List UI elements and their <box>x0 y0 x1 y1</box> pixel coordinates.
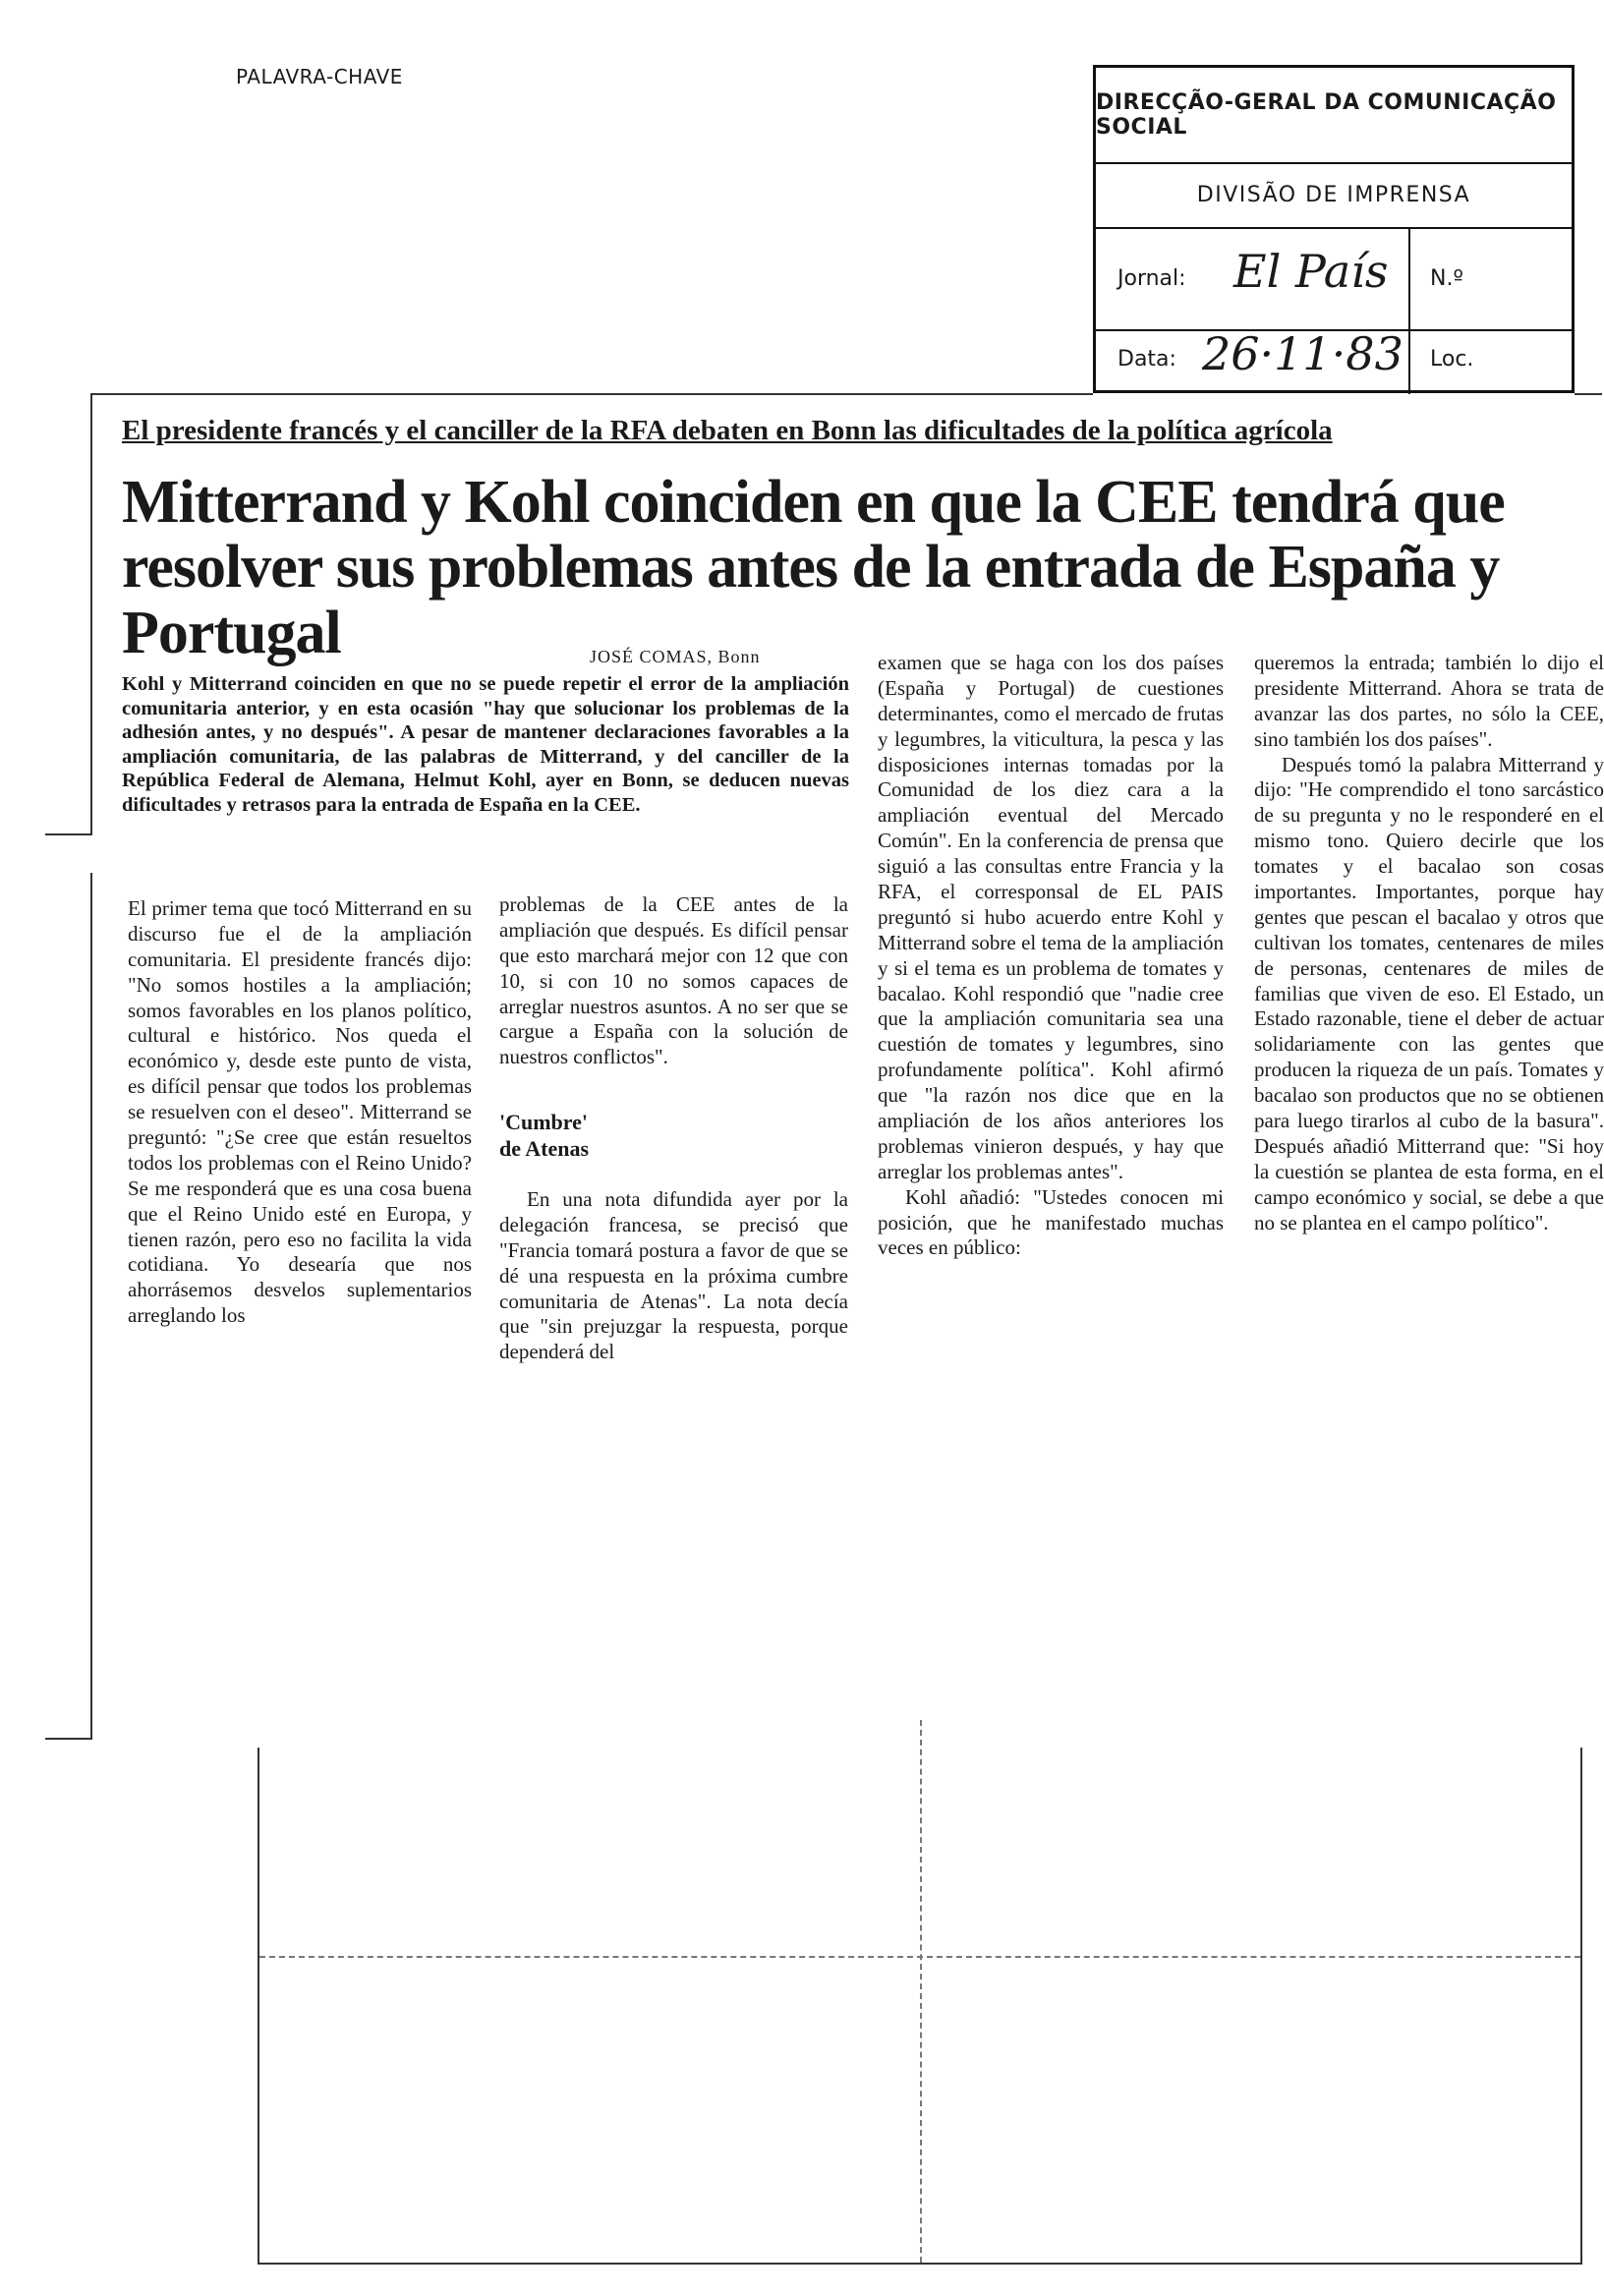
stamp-jornal-row <box>1096 227 1572 331</box>
pasteup-vertical-divider <box>920 1720 922 2263</box>
article-column-1 <box>128 896 472 1329</box>
article-column-2 <box>499 892 848 1365</box>
date-handwritten-value: 26·11·83 <box>1202 327 1404 380</box>
date-label: Data: <box>1117 347 1176 372</box>
article-column-3 <box>878 651 1224 1261</box>
stamp-division: DIVISÃO DE IMPRENSA <box>1096 162 1572 229</box>
clipping-bottom-tick <box>45 1738 92 1740</box>
column-3-text: examen que se haga con los dos países (España y Portugal) de cuestiones determinantes, como el mercado de frutas y legumbres, la viticultura, la pesca y las disposiciones internas tomadas por la Comunidad de los diez cara a la ampliación eventual del Mercado Común". En la conferencia de prensa que siguió a las consultas entre Francia y la RFA, el corresponsal de EL PAIS preguntó si hubo acuerdo entre Kohl y Mitterrand sobre el tema de la ampliación y si el tema es un problema de tomates y bacalao. Kohl respondió que "nadie cree que la ampliación comunitaria sea una cuestión de tomates y legumbres, sino profundamente política". Kohl afirmó que "la razón nos dice que en la ampliación de los años anteriores los problemas vinieron después, y hay que arreglar los problemas antes". <box>878 651 1224 1183</box>
jornal-label: Jornal: <box>1117 266 1186 291</box>
clipping-left-border <box>90 393 92 835</box>
subhead-line-1: 'Cumbre' <box>499 1110 589 1135</box>
article-byline: JOSÉ COMAS, Bonn <box>590 647 761 666</box>
number-label: N.º <box>1430 266 1463 291</box>
pasteup-bottom-border <box>258 2263 1582 2265</box>
column-3-text-b: Kohl añadió: "Ustedes conocen mi posición, que he manifestado muchas veces en público: <box>878 1184 1224 1260</box>
stamp-date-row <box>1096 329 1572 394</box>
article-headline: Mitterrand y Kohl coinciden en que la CEE tendrá que resolver sus problemas antes de la entrada de España y Portugal <box>122 469 1505 666</box>
clipping-stamp <box>1093 65 1575 393</box>
pasteup-left-border <box>258 1748 259 2265</box>
column-2-text: problemas de la CEE antes de la ampliación que después. Es difícil pensar que esto marchará mejor con 12 que con 10, si con 10 no somos capaces de arreglar nuestros asuntos. A no ser que se cargue a España con la solución de nuestros conflictos". <box>499 892 848 1069</box>
column-1-text: El primer tema que tocó Mitterrand en su discurso fue el de la ampliación comunitaria. El presidente francés dijo: "No somos hostiles a la ampliación; somos favorables en los planos político, cultural e histórico. Nos queda el económico y, desde este punto de vista, es difícil pensar que todos los problemas se resuelven con el deseo". Mitterrand se preguntó: "¿Se cree que están resueltos todos los problemas con el Reino Unido? Se me responderá que es una cosa buena que el Reino Unido esté en Europa, y tienen razón, pero eso no facilita la vida cotidiana. Yo desearía que nos ahorrásemos desvelos suplementarios arreglando los <box>128 896 472 1328</box>
keyword-label: PALAVRA-CHAVE <box>236 65 403 88</box>
clipping-top-border-right <box>1575 393 1602 395</box>
subhead-line-2: de Atenas <box>499 1135 590 1161</box>
article-kicker: El presidente francés y el canciller de la RFA debaten en Bonn las dificultades de la política agrícola <box>122 415 1333 446</box>
loc-label: Loc. <box>1430 347 1474 372</box>
article-subhead <box>499 1110 848 1162</box>
column-2-text-b: En una nota difundida ayer por la delegación francesa, se precisó que "Francia tomará postura a favor de que se dé una respuesta en la próxima cumbre comunitaria de Atenas". La nota decía que "sin prejuzgar la respuesta, porque dependerá del <box>499 1187 848 1364</box>
clipping-left-border-lower <box>90 873 92 1738</box>
stamp-organization: DIRECÇÃO-GERAL DA COMUNICAÇÃO SOCIAL <box>1096 68 1572 164</box>
column-4-text-b: Después tomó la palabra Mitterrand y dijo: "He comprendido el tono sarcástico de su pregunta y no le responderé en el mismo tono. Quiero decirle que los tomates y el bacalao son cosas importantes. Importantes, porque hay gentes que pescan el bacalao y otros que cultivan los tomates, centenares de miles de personas, centenares de miles de familias que viven de eso. El Estado, un Estado razonable, tiene el deber de actuar solidariamente con las gentes que producen la riqueza de un país. Tomates y bacalao son productos que no se obtienen para luego tirarlos al cubo de la basura". Después añadió Mitterrand que: "Si hoy la cuestión se plantea de esta forma, en el campo económico y social, se debe a que no se plantea en el campo político". <box>1254 752 1604 1234</box>
stamp-divider <box>1408 227 1410 394</box>
clipping-top-border <box>90 393 1093 395</box>
article-column-4 <box>1254 651 1604 1235</box>
column-4-text: queremos la entrada; también lo dijo el presidente Mitterrand. Ahora se trata de avanzar las dos partes, no sólo la CEE, sino también los dos países". <box>1254 651 1604 751</box>
article-lead: Kohl y Mitterrand coinciden en que no se puede repetir el error de la ampliación comunitaria anterior, y en esta ocasión "hay que solucionar los problemas de la adhesión antes, y no después". A pesar de mantener declaraciones favorables a la ampliación comunitaria, de las palabras de Mitterrand, y del canciller de la República Federal de Alemana, Helmut Kohl, ayer en Bonn, se deducen nuevas dificultades y retrasos para la entrada de España en la CEE. <box>122 673 849 816</box>
jornal-handwritten-value: El País <box>1233 245 1389 298</box>
clipping-left-tick <box>45 833 92 835</box>
pasteup-right-border <box>1580 1748 1582 2265</box>
